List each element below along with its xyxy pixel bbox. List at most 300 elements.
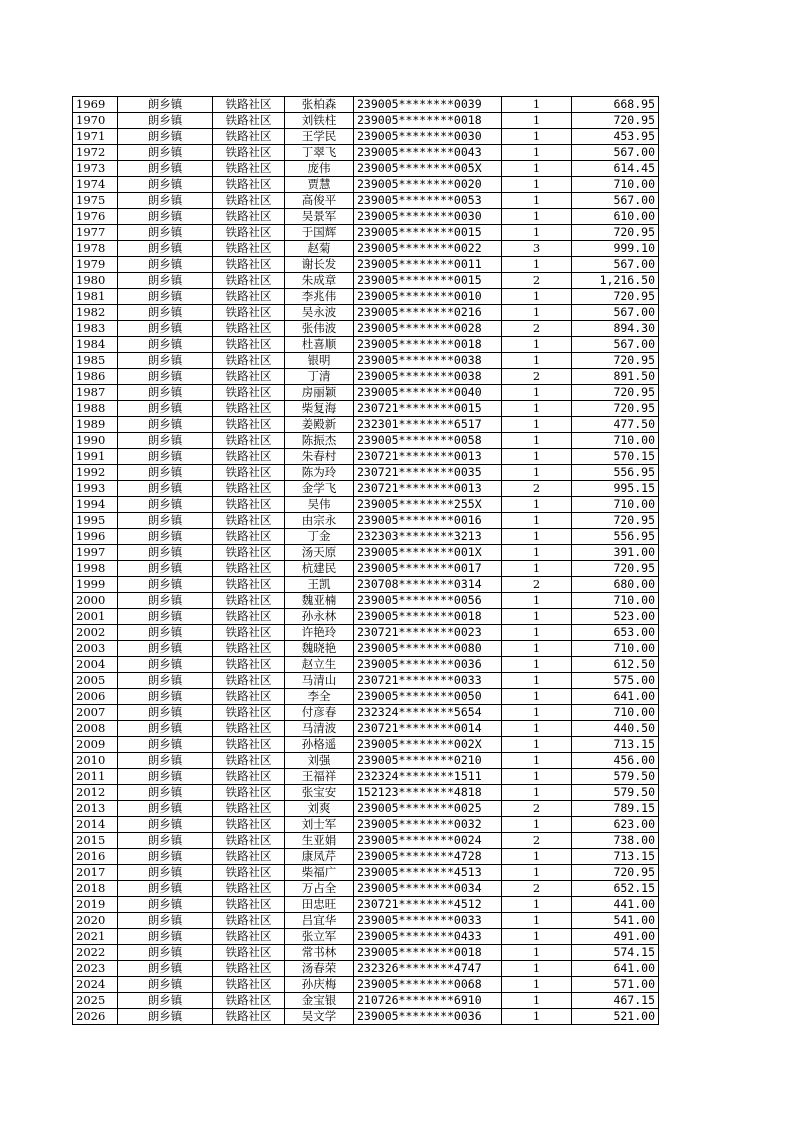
town-cell: 朗乡镇 — [118, 321, 213, 337]
community-cell: 铁路社区 — [213, 513, 285, 529]
amount-cell: 610.00 — [572, 209, 659, 225]
id-number-cell: 239005********0028 — [354, 321, 502, 337]
table-row — [73, 705, 659, 721]
count-cell: 1 — [502, 209, 572, 225]
table-row — [73, 241, 659, 257]
town-cell: 朗乡镇 — [118, 673, 213, 689]
table-row — [73, 449, 659, 465]
row-number: 1970 — [73, 113, 118, 129]
row-number: 1972 — [73, 145, 118, 161]
name-cell: 贾慧 — [285, 177, 354, 193]
row-number: 1981 — [73, 289, 118, 305]
name-cell: 魏亚楠 — [285, 593, 354, 609]
town-cell: 朗乡镇 — [118, 193, 213, 209]
town-cell: 朗乡镇 — [118, 993, 213, 1009]
id-number-cell: 152123********4818 — [354, 785, 502, 801]
community-cell: 铁路社区 — [213, 417, 285, 433]
row-number: 1989 — [73, 417, 118, 433]
name-cell: 康凤芹 — [285, 849, 354, 865]
row-number: 1975 — [73, 193, 118, 209]
row-number: 1971 — [73, 129, 118, 145]
name-cell: 汤春荣 — [285, 961, 354, 977]
town-cell: 朗乡镇 — [118, 641, 213, 657]
town-cell: 朗乡镇 — [118, 753, 213, 769]
row-number: 2010 — [73, 753, 118, 769]
community-cell: 铁路社区 — [213, 817, 285, 833]
name-cell: 吴景军 — [285, 209, 354, 225]
count-cell: 1 — [502, 817, 572, 833]
id-number-cell: 230721********0035 — [354, 465, 502, 481]
name-cell: 生亚娟 — [285, 833, 354, 849]
row-number: 1988 — [73, 401, 118, 417]
community-cell: 铁路社区 — [213, 353, 285, 369]
name-cell: 谢长发 — [285, 257, 354, 273]
id-number-cell: 232326********4747 — [354, 961, 502, 977]
count-cell: 1 — [502, 593, 572, 609]
amount-cell: 567.00 — [572, 257, 659, 273]
town-cell: 朗乡镇 — [118, 145, 213, 161]
name-cell: 丁翠飞 — [285, 145, 354, 161]
amount-cell: 710.00 — [572, 593, 659, 609]
id-number-cell: 239005********001X — [354, 545, 502, 561]
row-number: 1969 — [73, 97, 118, 113]
community-cell: 铁路社区 — [213, 97, 285, 113]
table-row — [73, 897, 659, 913]
id-number-cell: 239005********0050 — [354, 689, 502, 705]
community-cell: 铁路社区 — [213, 673, 285, 689]
id-number-cell: 239005********0040 — [354, 385, 502, 401]
table-row — [73, 945, 659, 961]
table-row — [73, 289, 659, 305]
town-cell: 朗乡镇 — [118, 449, 213, 465]
id-number-cell: 239005********0018 — [354, 113, 502, 129]
amount-cell: 574.15 — [572, 945, 659, 961]
count-cell: 2 — [502, 481, 572, 497]
town-cell: 朗乡镇 — [118, 337, 213, 353]
community-cell: 铁路社区 — [213, 577, 285, 593]
count-cell: 1 — [502, 417, 572, 433]
count-cell: 2 — [502, 801, 572, 817]
town-cell: 朗乡镇 — [118, 225, 213, 241]
amount-cell: 720.95 — [572, 289, 659, 305]
id-number-cell: 239005********0015 — [354, 273, 502, 289]
count-cell: 1 — [502, 721, 572, 737]
count-cell: 1 — [502, 385, 572, 401]
table-row — [73, 625, 659, 641]
count-cell: 1 — [502, 529, 572, 545]
id-number-cell: 239005********0039 — [354, 97, 502, 113]
table-row — [73, 513, 659, 529]
table-row — [73, 993, 659, 1009]
name-cell: 许艳玲 — [285, 625, 354, 641]
table-row — [73, 577, 659, 593]
count-cell: 1 — [502, 113, 572, 129]
table-row — [73, 113, 659, 129]
row-number: 2018 — [73, 881, 118, 897]
row-number: 2020 — [73, 913, 118, 929]
count-cell: 1 — [502, 305, 572, 321]
row-number: 1973 — [73, 161, 118, 177]
name-cell: 万占全 — [285, 881, 354, 897]
town-cell: 朗乡镇 — [118, 497, 213, 513]
id-number-cell: 239005********0030 — [354, 209, 502, 225]
id-number-cell: 230721********4512 — [354, 897, 502, 913]
row-number: 2025 — [73, 993, 118, 1009]
row-number: 2006 — [73, 689, 118, 705]
community-cell: 铁路社区 — [213, 865, 285, 881]
id-number-cell: 239005********002X — [354, 737, 502, 753]
town-cell: 朗乡镇 — [118, 769, 213, 785]
amount-cell: 570.15 — [572, 449, 659, 465]
row-number: 1987 — [73, 385, 118, 401]
name-cell: 朱春村 — [285, 449, 354, 465]
town-cell: 朗乡镇 — [118, 881, 213, 897]
row-number: 2026 — [73, 1009, 118, 1025]
id-number-cell: 239005********0036 — [354, 657, 502, 673]
community-cell: 铁路社区 — [213, 113, 285, 129]
table-row — [73, 785, 659, 801]
town-cell: 朗乡镇 — [118, 417, 213, 433]
name-cell: 庞伟 — [285, 161, 354, 177]
amount-cell: 720.95 — [572, 385, 659, 401]
count-cell: 2 — [502, 273, 572, 289]
table-row — [73, 593, 659, 609]
count-cell: 1 — [502, 657, 572, 673]
amount-cell: 641.00 — [572, 961, 659, 977]
town-cell: 朗乡镇 — [118, 433, 213, 449]
name-cell: 张立军 — [285, 929, 354, 945]
row-number: 2003 — [73, 641, 118, 657]
name-cell: 金学飞 — [285, 481, 354, 497]
amount-cell: 579.50 — [572, 785, 659, 801]
community-cell: 铁路社区 — [213, 193, 285, 209]
name-cell: 吴伟 — [285, 497, 354, 513]
amount-cell: 894.30 — [572, 321, 659, 337]
amount-cell: 567.00 — [572, 145, 659, 161]
community-cell: 铁路社区 — [213, 849, 285, 865]
community-cell: 铁路社区 — [213, 961, 285, 977]
community-cell: 铁路社区 — [213, 369, 285, 385]
name-cell: 于国辉 — [285, 225, 354, 241]
id-number-cell: 239005********0020 — [354, 177, 502, 193]
table-row — [73, 737, 659, 753]
community-cell: 铁路社区 — [213, 833, 285, 849]
table-row — [73, 497, 659, 513]
name-cell: 马清山 — [285, 673, 354, 689]
town-cell: 朗乡镇 — [118, 929, 213, 945]
id-number-cell: 239005********0032 — [354, 817, 502, 833]
amount-cell: 710.00 — [572, 177, 659, 193]
amount-cell: 720.95 — [572, 865, 659, 881]
name-cell: 张伟波 — [285, 321, 354, 337]
count-cell: 1 — [502, 993, 572, 1009]
count-cell: 1 — [502, 625, 572, 641]
count-cell: 2 — [502, 881, 572, 897]
community-cell: 铁路社区 — [213, 721, 285, 737]
table-row — [73, 801, 659, 817]
count-cell: 1 — [502, 1009, 572, 1025]
community-cell: 铁路社区 — [213, 449, 285, 465]
community-cell: 铁路社区 — [213, 689, 285, 705]
town-cell: 朗乡镇 — [118, 817, 213, 833]
amount-cell: 738.00 — [572, 833, 659, 849]
count-cell: 2 — [502, 833, 572, 849]
row-number: 2015 — [73, 833, 118, 849]
amount-cell: 710.00 — [572, 641, 659, 657]
town-cell: 朗乡镇 — [118, 209, 213, 225]
community-cell: 铁路社区 — [213, 657, 285, 673]
id-number-cell: 239005********0022 — [354, 241, 502, 257]
town-cell: 朗乡镇 — [118, 801, 213, 817]
table-row — [73, 545, 659, 561]
table-row — [73, 529, 659, 545]
id-number-cell: 239005********0017 — [354, 561, 502, 577]
count-cell: 1 — [502, 849, 572, 865]
id-number-cell: 230721********0013 — [354, 449, 502, 465]
count-cell: 1 — [502, 673, 572, 689]
table-row — [73, 465, 659, 481]
id-number-cell: 239005********0043 — [354, 145, 502, 161]
table-row — [73, 849, 659, 865]
table-row — [73, 129, 659, 145]
name-cell: 付彦春 — [285, 705, 354, 721]
community-cell: 铁路社区 — [213, 545, 285, 561]
table-row — [73, 145, 659, 161]
name-cell: 王福祥 — [285, 769, 354, 785]
town-cell: 朗乡镇 — [118, 97, 213, 113]
name-cell: 柴复海 — [285, 401, 354, 417]
table-row — [73, 353, 659, 369]
community-cell: 铁路社区 — [213, 161, 285, 177]
town-cell: 朗乡镇 — [118, 305, 213, 321]
community-cell: 铁路社区 — [213, 337, 285, 353]
row-number: 2021 — [73, 929, 118, 945]
id-number-cell: 239005********0033 — [354, 913, 502, 929]
count-cell: 1 — [502, 945, 572, 961]
amount-cell: 995.15 — [572, 481, 659, 497]
id-number-cell: 239005********0018 — [354, 945, 502, 961]
id-number-cell: 239005********0080 — [354, 641, 502, 657]
amount-cell: 641.00 — [572, 689, 659, 705]
id-number-cell: 232324********5654 — [354, 705, 502, 721]
town-cell: 朗乡镇 — [118, 785, 213, 801]
town-cell: 朗乡镇 — [118, 961, 213, 977]
count-cell: 3 — [502, 241, 572, 257]
name-cell: 吴永波 — [285, 305, 354, 321]
table-row — [73, 401, 659, 417]
row-number: 1982 — [73, 305, 118, 321]
name-cell: 陈为玲 — [285, 465, 354, 481]
table-row — [73, 865, 659, 881]
community-cell: 铁路社区 — [213, 561, 285, 577]
table-row — [73, 881, 659, 897]
name-cell: 杭建民 — [285, 561, 354, 577]
row-number: 2000 — [73, 593, 118, 609]
id-number-cell: 232324********1511 — [354, 769, 502, 785]
amount-cell: 713.15 — [572, 737, 659, 753]
name-cell: 常书林 — [285, 945, 354, 961]
town-cell: 朗乡镇 — [118, 689, 213, 705]
table-row — [73, 305, 659, 321]
id-number-cell: 239005********0015 — [354, 225, 502, 241]
count-cell: 1 — [502, 353, 572, 369]
id-number-cell: 239005********0216 — [354, 305, 502, 321]
amount-cell: 567.00 — [572, 305, 659, 321]
count-cell: 1 — [502, 865, 572, 881]
amount-cell: 556.95 — [572, 529, 659, 545]
id-number-cell: 239005********0068 — [354, 977, 502, 993]
row-number: 2022 — [73, 945, 118, 961]
table-row — [73, 689, 659, 705]
name-cell: 田忠旺 — [285, 897, 354, 913]
amount-cell: 680.00 — [572, 577, 659, 593]
town-cell: 朗乡镇 — [118, 177, 213, 193]
id-number-cell: 239005********0038 — [354, 369, 502, 385]
table-row — [73, 321, 659, 337]
amount-cell: 391.00 — [572, 545, 659, 561]
name-cell: 张柏森 — [285, 97, 354, 113]
town-cell: 朗乡镇 — [118, 577, 213, 593]
town-cell: 朗乡镇 — [118, 369, 213, 385]
table-row — [73, 209, 659, 225]
name-cell: 李全 — [285, 689, 354, 705]
id-number-cell: 230721********0023 — [354, 625, 502, 641]
id-number-cell: 239005********0016 — [354, 513, 502, 529]
row-number: 1979 — [73, 257, 118, 273]
town-cell: 朗乡镇 — [118, 609, 213, 625]
table-row — [73, 977, 659, 993]
row-number: 1992 — [73, 465, 118, 481]
name-cell: 房丽颖 — [285, 385, 354, 401]
community-cell: 铁路社区 — [213, 881, 285, 897]
amount-cell: 891.50 — [572, 369, 659, 385]
community-cell: 铁路社区 — [213, 529, 285, 545]
count-cell: 1 — [502, 193, 572, 209]
table-row — [73, 177, 659, 193]
row-number: 2005 — [73, 673, 118, 689]
town-cell: 朗乡镇 — [118, 977, 213, 993]
name-cell: 刘强 — [285, 753, 354, 769]
name-cell: 吴文学 — [285, 1009, 354, 1025]
id-number-cell: 239005********0024 — [354, 833, 502, 849]
community-cell: 铁路社区 — [213, 1009, 285, 1025]
town-cell: 朗乡镇 — [118, 289, 213, 305]
count-cell: 1 — [502, 433, 572, 449]
community-cell: 铁路社区 — [213, 481, 285, 497]
id-number-cell: 230708********0314 — [354, 577, 502, 593]
amount-cell: 467.15 — [572, 993, 659, 1009]
amount-cell: 710.00 — [572, 497, 659, 513]
community-cell: 铁路社区 — [213, 401, 285, 417]
name-cell: 银明 — [285, 353, 354, 369]
table-row — [73, 673, 659, 689]
row-number: 2001 — [73, 609, 118, 625]
town-cell: 朗乡镇 — [118, 385, 213, 401]
count-cell: 1 — [502, 641, 572, 657]
town-cell: 朗乡镇 — [118, 593, 213, 609]
table-row — [73, 1009, 659, 1025]
town-cell: 朗乡镇 — [118, 273, 213, 289]
amount-cell: 1,216.50 — [572, 273, 659, 289]
amount-cell: 612.50 — [572, 657, 659, 673]
amount-cell: 720.95 — [572, 225, 659, 241]
community-cell: 铁路社区 — [213, 241, 285, 257]
name-cell: 朱成章 — [285, 273, 354, 289]
count-cell: 1 — [502, 97, 572, 113]
table-row — [73, 369, 659, 385]
community-cell: 铁路社区 — [213, 321, 285, 337]
town-cell: 朗乡镇 — [118, 529, 213, 545]
count-cell: 1 — [502, 145, 572, 161]
table-row — [73, 225, 659, 241]
row-number: 1991 — [73, 449, 118, 465]
row-number: 1986 — [73, 369, 118, 385]
community-cell: 铁路社区 — [213, 737, 285, 753]
name-cell: 魏晓艳 — [285, 641, 354, 657]
town-cell: 朗乡镇 — [118, 721, 213, 737]
name-cell: 刘爽 — [285, 801, 354, 817]
town-cell: 朗乡镇 — [118, 657, 213, 673]
community-cell: 铁路社区 — [213, 945, 285, 961]
id-number-cell: 239005********0433 — [354, 929, 502, 945]
amount-cell: 477.50 — [572, 417, 659, 433]
amount-cell: 713.15 — [572, 849, 659, 865]
table-row — [73, 929, 659, 945]
community-cell: 铁路社区 — [213, 753, 285, 769]
id-number-cell: 239005********0053 — [354, 193, 502, 209]
name-cell: 汤天原 — [285, 545, 354, 561]
id-number-cell: 239005********0018 — [354, 609, 502, 625]
amount-cell: 614.45 — [572, 161, 659, 177]
town-cell: 朗乡镇 — [118, 401, 213, 417]
row-number: 1980 — [73, 273, 118, 289]
amount-cell: 668.95 — [572, 97, 659, 113]
community-cell: 铁路社区 — [213, 145, 285, 161]
count-cell: 1 — [502, 929, 572, 945]
id-number-cell: 239005********0011 — [354, 257, 502, 273]
row-number: 2004 — [73, 657, 118, 673]
amount-cell: 523.00 — [572, 609, 659, 625]
count-cell: 1 — [502, 609, 572, 625]
name-cell: 王凯 — [285, 577, 354, 593]
table-row — [73, 913, 659, 929]
id-number-cell: 230721********0014 — [354, 721, 502, 737]
row-number: 1974 — [73, 177, 118, 193]
table-row — [73, 385, 659, 401]
amount-cell: 491.00 — [572, 929, 659, 945]
row-number: 2016 — [73, 849, 118, 865]
count-cell: 1 — [502, 161, 572, 177]
id-number-cell: 232303********3213 — [354, 529, 502, 545]
amount-cell: 541.00 — [572, 913, 659, 929]
count-cell: 2 — [502, 321, 572, 337]
town-cell: 朗乡镇 — [118, 481, 213, 497]
id-number-cell: 239005********0034 — [354, 881, 502, 897]
id-number-cell: 230721********0033 — [354, 673, 502, 689]
name-cell: 高俊平 — [285, 193, 354, 209]
row-number: 1984 — [73, 337, 118, 353]
name-cell: 陈振杰 — [285, 433, 354, 449]
row-number: 1990 — [73, 433, 118, 449]
row-number: 2008 — [73, 721, 118, 737]
row-number: 2012 — [73, 785, 118, 801]
town-cell: 朗乡镇 — [118, 241, 213, 257]
community-cell: 铁路社区 — [213, 609, 285, 625]
amount-cell: 579.50 — [572, 769, 659, 785]
count-cell: 1 — [502, 465, 572, 481]
town-cell: 朗乡镇 — [118, 113, 213, 129]
amount-cell: 720.95 — [572, 401, 659, 417]
